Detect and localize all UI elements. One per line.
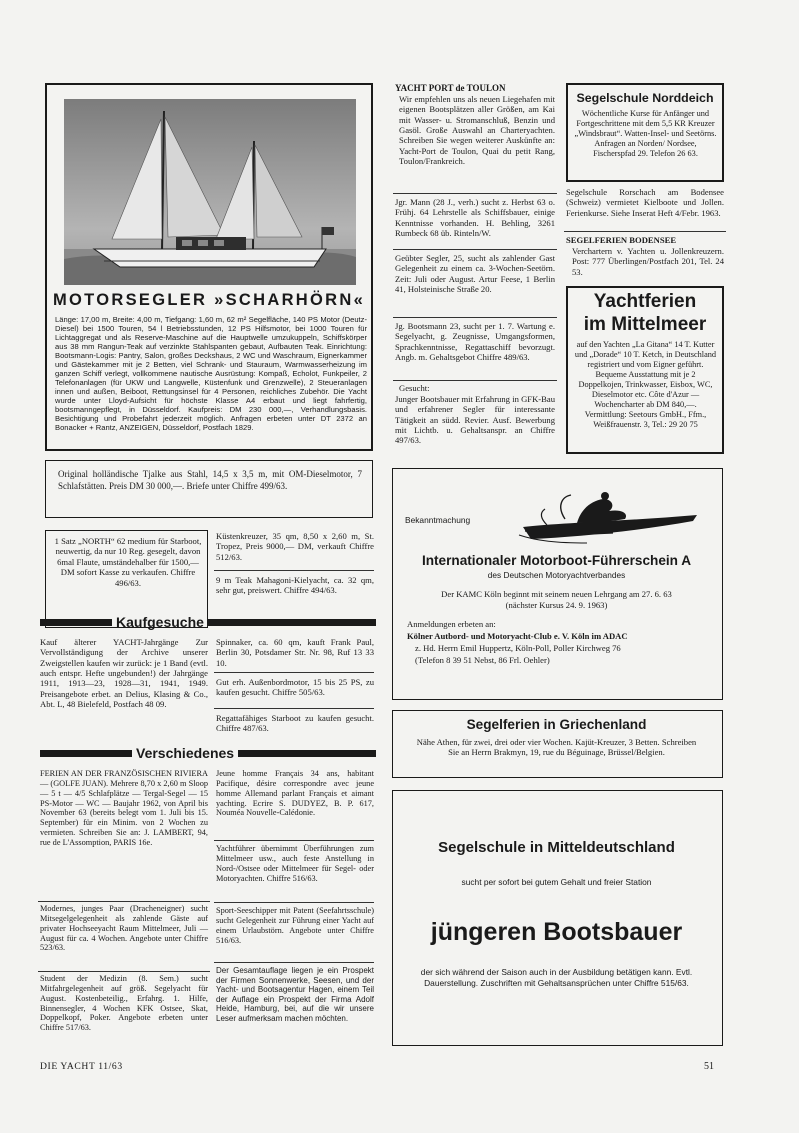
verschiedenes-label: Verschiedenes bbox=[136, 744, 235, 761]
kaufgesuche-heading bbox=[40, 615, 376, 629]
divider bbox=[214, 902, 374, 903]
motorboot-sub: des Deutschen Motoryachtverbandes bbox=[487, 570, 626, 580]
toulon-title: YACHT PORT de TOULON bbox=[395, 83, 506, 93]
student-ad: Student der Medizin (8. Sem.) sucht Mitfahrgelegenheit auf größ. Segelyacht für August. Kostenbeteilig., Erfahrg. 1. Hilfe, Binnensegler, 4 Wochen KFK Ostsee, Skat, Doppelkopf, Poker. Angebote erbeten unter Chiffre 517/63. bbox=[40, 974, 208, 1033]
divider bbox=[214, 708, 374, 709]
divider bbox=[564, 231, 726, 232]
motorboot-ad bbox=[392, 468, 723, 700]
jgrmann-ad: Jgr. Mann (28 J., verh.) sucht z. Herbst 63 o. Frühj. 64 Lehrstelle als Schiffsbauer, einige Kenntnisse vorhanden. H. Behling, 3261 Rumbeck 68 üb. Rinteln/W. bbox=[395, 197, 555, 238]
divider bbox=[393, 249, 557, 250]
mitteldeutschland-ad bbox=[392, 790, 723, 1046]
mitteldeutschland-sub: sucht per sofort bei gutem Gehalt und freier Station bbox=[461, 877, 652, 887]
divider bbox=[393, 380, 557, 381]
norddeich-title: Segelschule Norddeich bbox=[576, 91, 714, 105]
divider bbox=[214, 672, 374, 673]
mittelmeer-title-2: im Mittelmeer bbox=[583, 314, 707, 335]
gesucht-label: Gesucht: bbox=[399, 383, 430, 393]
mitteldeutschland-body: der sich während der Saison auch in der Ausbildung betätigen kann. Evtl. Dauerstellung. Zuschriften mit Gehaltsansprüchen unter Chiffre 515/63. bbox=[420, 967, 693, 988]
jahrgaenge-ad: Kauf älterer YACHT-Jahrgänge Zur Vervollständigung der Archive unserer Zweigstellen kaufen wir zurück: je 1 Band (evtl. auch entspr. Hefte ungebunden!) der Jahrgänge 1911, 1913—23, 1928—31, 1941, 1949. Preisangebote erbet. an Delius, Klasing & Co., Abt. L, 48 Bielefeld, Postfach 48 09. bbox=[40, 637, 208, 709]
divider bbox=[38, 971, 210, 972]
griechenland-title: Segelferien in Griechenland bbox=[466, 717, 647, 732]
motorboot-anmeldung: Anmeldungen erbeten an: bbox=[407, 619, 496, 629]
divider bbox=[38, 901, 210, 902]
divider bbox=[393, 193, 557, 194]
footer-magazine: DIE YACHT 11/63 bbox=[40, 1061, 123, 1072]
mittelmeer-body: auf den Yachten „La Gitana“ 14 T. Kutter und „Dorade“ 10 T. Ketch, in Deutschland registriert und vom Eigner geführt. Bequeme Ausstattung mit je 2 Doppelkojen, Trinkwasser, Eisbox, WC, Dieselmotor etc. Côte d'Azur — Wochencharter ab DM 840,—. Vermittlung: Seetours GmbH., Ffm., Weißfrauenstr. 3, Tel.: 29 20 75 bbox=[574, 340, 717, 429]
francais-ad: Jeune homme Français 34 ans, habitant Pacifique, désire correspondre avec jeune homme Allemand parlant Français et aimant yachting. Ecrire S. DUDYEZ, B. P. 617, Nouméa Nouvelle-Calédonie. bbox=[216, 769, 374, 818]
riviera-ad: FERIEN AN DER FRANZÖSISCHEN RIVIERA — (GOLFE JUAN). Mehrere 8,70 x 2,60 m Sloop — 5 t — 4/5 Schlafplätze — Tergal-Segel — 15 PS-Motor — WC — Baujahr 1962, von April bis November 63 (bereits belegt vom 1. Juli bis 15. September) für ein Minim. von 2 Wochen zu vermieten. Schreiben Sie an: J. LAMBERT, 94, rue de L'Assomption, PARIS 16e. bbox=[40, 769, 208, 848]
tjalke-ad bbox=[45, 460, 373, 518]
motorboot-line-1: Der KAMC Köln beginnt mit seinem neuen Lehrgang am 27. 6. 63 bbox=[441, 589, 672, 599]
mittelmeer-ad bbox=[566, 286, 724, 454]
yachtfuehrer-ad: Yachtführer übernimmt Überführungen zum Mittelmeer usw., auch feste Anstellung in Nord-/Ostsee oder Mittelmeer für Segel- oder Motoryachten. Chiffre 516/63. bbox=[216, 844, 374, 883]
kuestenkreuzer-ad: Küstenkreuzer, 35 qm, 8,50 x 2,60 m, St. Tropez, Preis 9000,— DM, verkauft Chiffre 512/63. bbox=[216, 531, 374, 562]
scharhorn-body: Länge: 17,00 m, Breite: 4,00 m, Tiefgang: 1,60 m, 62 m² Segelfläche, 140 PS Motor (Deutz-Diesel) bei 1500 Touren, 54 l Betriebsstunden, 12 PS Hilfsmotor, bei 1000 Touren für Lichtaggregat und als Reserve-Maschine auf die Hauptwelle umzukuppeln, Schiffskörper aus 38 mm Rangun-Teak auf verzinkte Stahlspanten gebaut, Aufbauten Teak. Einrichtung: Bootsmann-Logis: Pantry, Salon, großes Deckshaus, 2 WC und Waschraum, Eignerkammer und Gästekammer mit je 2 Betten, viel Schrank- und Stauraum, Warmwasserheizung im ganzen Schiff verlegt, vollkommene nautische Ausrüstung: Kompaß, Echolot, Funkpeiler, 2 Telefonanlagen (für UKW und Langwelle, Küstenfunk und Grenzwelle), 2 Steueranlagen innen und außen, Beiboot, Rettungsinsel für 4 Personen, reichliches Zubehör. Die Yacht wurde unter Lloyd-Aufsicht für höchste Klasse A4 erbaut und liegt fahrfertig, bootsmanngepflegt, in Düsseldorf. Kaufpreis: DM 230 000,—, Verhandlungsbasis. Besichtigung und Probefahrt jederzeit möglich. Anfragen erbeten unter DT 2372 an Bonacker + Rantz, ANZEIGEN, Düsseldorf, Postfach 1829. bbox=[55, 315, 367, 433]
divider bbox=[214, 962, 374, 963]
teak-ad: 9 m Teak Mahagoni-Kielyacht, ca. 32 qm, sehr gut, preiswert. Chiffre 494/63. bbox=[216, 575, 374, 596]
mitteldeutschland-title: Segelschule in Mitteldeutschland bbox=[438, 839, 675, 856]
bodensee-title: SEGELFERIEN BODENSEE bbox=[566, 235, 677, 245]
north-text: 1 Satz „NORTH“ 62 medium für Starboot, neuwertig, da nur 10 Reg. gesegelt, davon 6mal Flaute, umständehalber für 1500,— DM sofort Kasse zu verkaufen. Chiffre 496/63. bbox=[54, 536, 202, 588]
bodensee-body: Verchartern v. Yachten u. Jollenkreuzern. Post: 777 Überlingen/Postfach 201, Tel. 24 53. bbox=[572, 246, 724, 277]
speedboat-icon bbox=[517, 487, 701, 547]
mittelmeer-title-1: Yachtferien bbox=[593, 291, 697, 312]
gesucht-ad: Junger Bootsbauer mit Erfahrung in GFK-Bau und erfahrener Segler für interessante Tätigkeit an südd. Revier. Ausf. Bewerbung mit Lichtb. u. Gehaltsanspr. an Chiffre 497/63. bbox=[395, 394, 555, 446]
motorboot-club: Kölner Autbord- und Motoryacht-Club e. V. Köln im ADAC bbox=[407, 631, 628, 641]
griechenland-body: Nähe Athen, für zwei, drei oder vier Wochen. Kajüt-Kreuzer, 3 Betten. Schreiben Sie an Herrn Brakmyn, 19, rue du Béguinage, Brüssel/Belgien. bbox=[416, 737, 697, 758]
spinnaker-ad: Spinnaker, ca. 60 qm, kauft Frank Paul, Berlin 30, Potsdamer Str. Nr. 98, Ruf 13 33 10. bbox=[216, 637, 374, 668]
toulon-body: Wir empfehlen uns als neuen Liegehafen mit eigenen Bootsplätzen aller Größen, am Kai mit Wasser- u. Stromanschluß, Benzin und Gasöl. Große Auswahl an Charteryachten. Schreiben Sie wegen weiterer Auskünfte an: Yacht-Port de Toulon, Quai du petit Rang, Toulon/Frankreich. bbox=[399, 94, 555, 166]
divider bbox=[214, 570, 374, 571]
starboot-ad: Regattafähiges Starboot zu kaufen gesucht. Chiffre 487/63. bbox=[216, 713, 374, 734]
segler-ad: Geübter Segler, 25, sucht als zahlender Gast Gelegenheit zu einem ca. 3-Wochen-Seetörn. Zeit: Juli oder August. Artur Feese, 1 Berlin 41, Holsteinische Straße 20. bbox=[395, 253, 555, 294]
verschiedenes-heading bbox=[40, 746, 376, 760]
motorboot-telephone: (Telefon 8 39 51 Nebst, 86 Frl. Oehler) bbox=[415, 655, 550, 665]
norddeich-body: Wöchentliche Kurse für Anfänger und Fortgeschrittene mit dem 5,5 KR Kreuzer „Windsbraut“. Watten-Insel- und Seetörns. Anfragen an Norden/ Nordsee, Fischerspfad 29. Telefon 26 63. bbox=[574, 109, 717, 158]
griechenland-ad bbox=[392, 710, 723, 778]
paar-ad: Modernes, junges Paar (Dracheneigner) sucht Mitsegelgelegenheit als zahlende Gäste auf privater Hochseeyacht Raum Mittelmeer, Juli — August für ca. 4 Wochen. Angebote unter Chiffre 523/63. bbox=[40, 904, 208, 953]
prospekt-note: Der Gesamtauflage liegen je ein Prospekt der Firmen Sonnenwerke, Seesen, und der Yacht- und Bootsagentur Hagen, einem Teil der Auflage ein Prospekt der Firma Adolf Heide, Hamburg, bei, auf die wir unsere Leser aufmerksam machen möchten. bbox=[216, 966, 374, 1023]
seeschipper-ad: Sport-Seeschipper mit Patent (Seefahrtsschule) sucht Gelegenheit zur Führung einer Yacht auf einem Urlaubstörn. Angebote unter Chiffre 516/63. bbox=[216, 906, 374, 945]
motorboot-line-2: (nächster Kursus 24. 9. 1963) bbox=[505, 600, 608, 610]
mitteldeutschland-big: jüngeren Bootsbauer bbox=[430, 918, 683, 946]
aussenbord-ad: Gut erh. Außenbordmotor, 15 bis 25 PS, zu kaufen gesucht. Chiffre 505/63. bbox=[216, 677, 374, 698]
norddeich-ad bbox=[566, 83, 724, 182]
scharhorn-ad bbox=[45, 83, 373, 451]
heading-bar bbox=[238, 750, 376, 757]
motorboot-address: z. Hd. Herrn Emil Huppertz, Köln-Poll, Poller Kirchweg 76 bbox=[415, 643, 621, 653]
tjalke-text: Original holländische Tjalke aus Stahl, 14,5 x 3,5 m, mit OM-Dieselmotor, 7 Schlafstätten. Preis DM 30 000,—. Briefe unter Chiffre 499/63. bbox=[58, 469, 362, 491]
divider bbox=[393, 317, 557, 318]
motorboot-label: Bekanntmachung bbox=[405, 515, 471, 525]
heading-bar bbox=[208, 619, 376, 626]
rorschach-ad: Segelschule Rorschach am Bodensee (Schweiz) vermietet Kielboote und Jollen. Ferienkurse. Siehe Inserat Heft 4/Febr. 1963. bbox=[566, 187, 724, 218]
motorboot-title: Internationaler Motorboot-Führerschein A bbox=[421, 553, 692, 568]
bootsmann-ad: Jg. Bootsmann 23, sucht per 1. 7. Wartung e. Segelyacht, g. Zeugnisse, Umgangsformen, Sprachkenntnisse, Regattaschiff bevorzugt. Angb. m. Gehaltsgebot Chiffre 489/63. bbox=[395, 321, 555, 362]
kaufgesuche-label: Kaufgesuche bbox=[116, 613, 204, 630]
divider bbox=[214, 840, 374, 841]
heading-bar bbox=[40, 750, 132, 757]
scharhorn-title: MOTORSEGLER »SCHARHÖRN« bbox=[53, 291, 366, 309]
heading-bar bbox=[40, 619, 112, 626]
sailboat-photo bbox=[64, 99, 356, 285]
page-number: 51 bbox=[704, 1061, 714, 1072]
